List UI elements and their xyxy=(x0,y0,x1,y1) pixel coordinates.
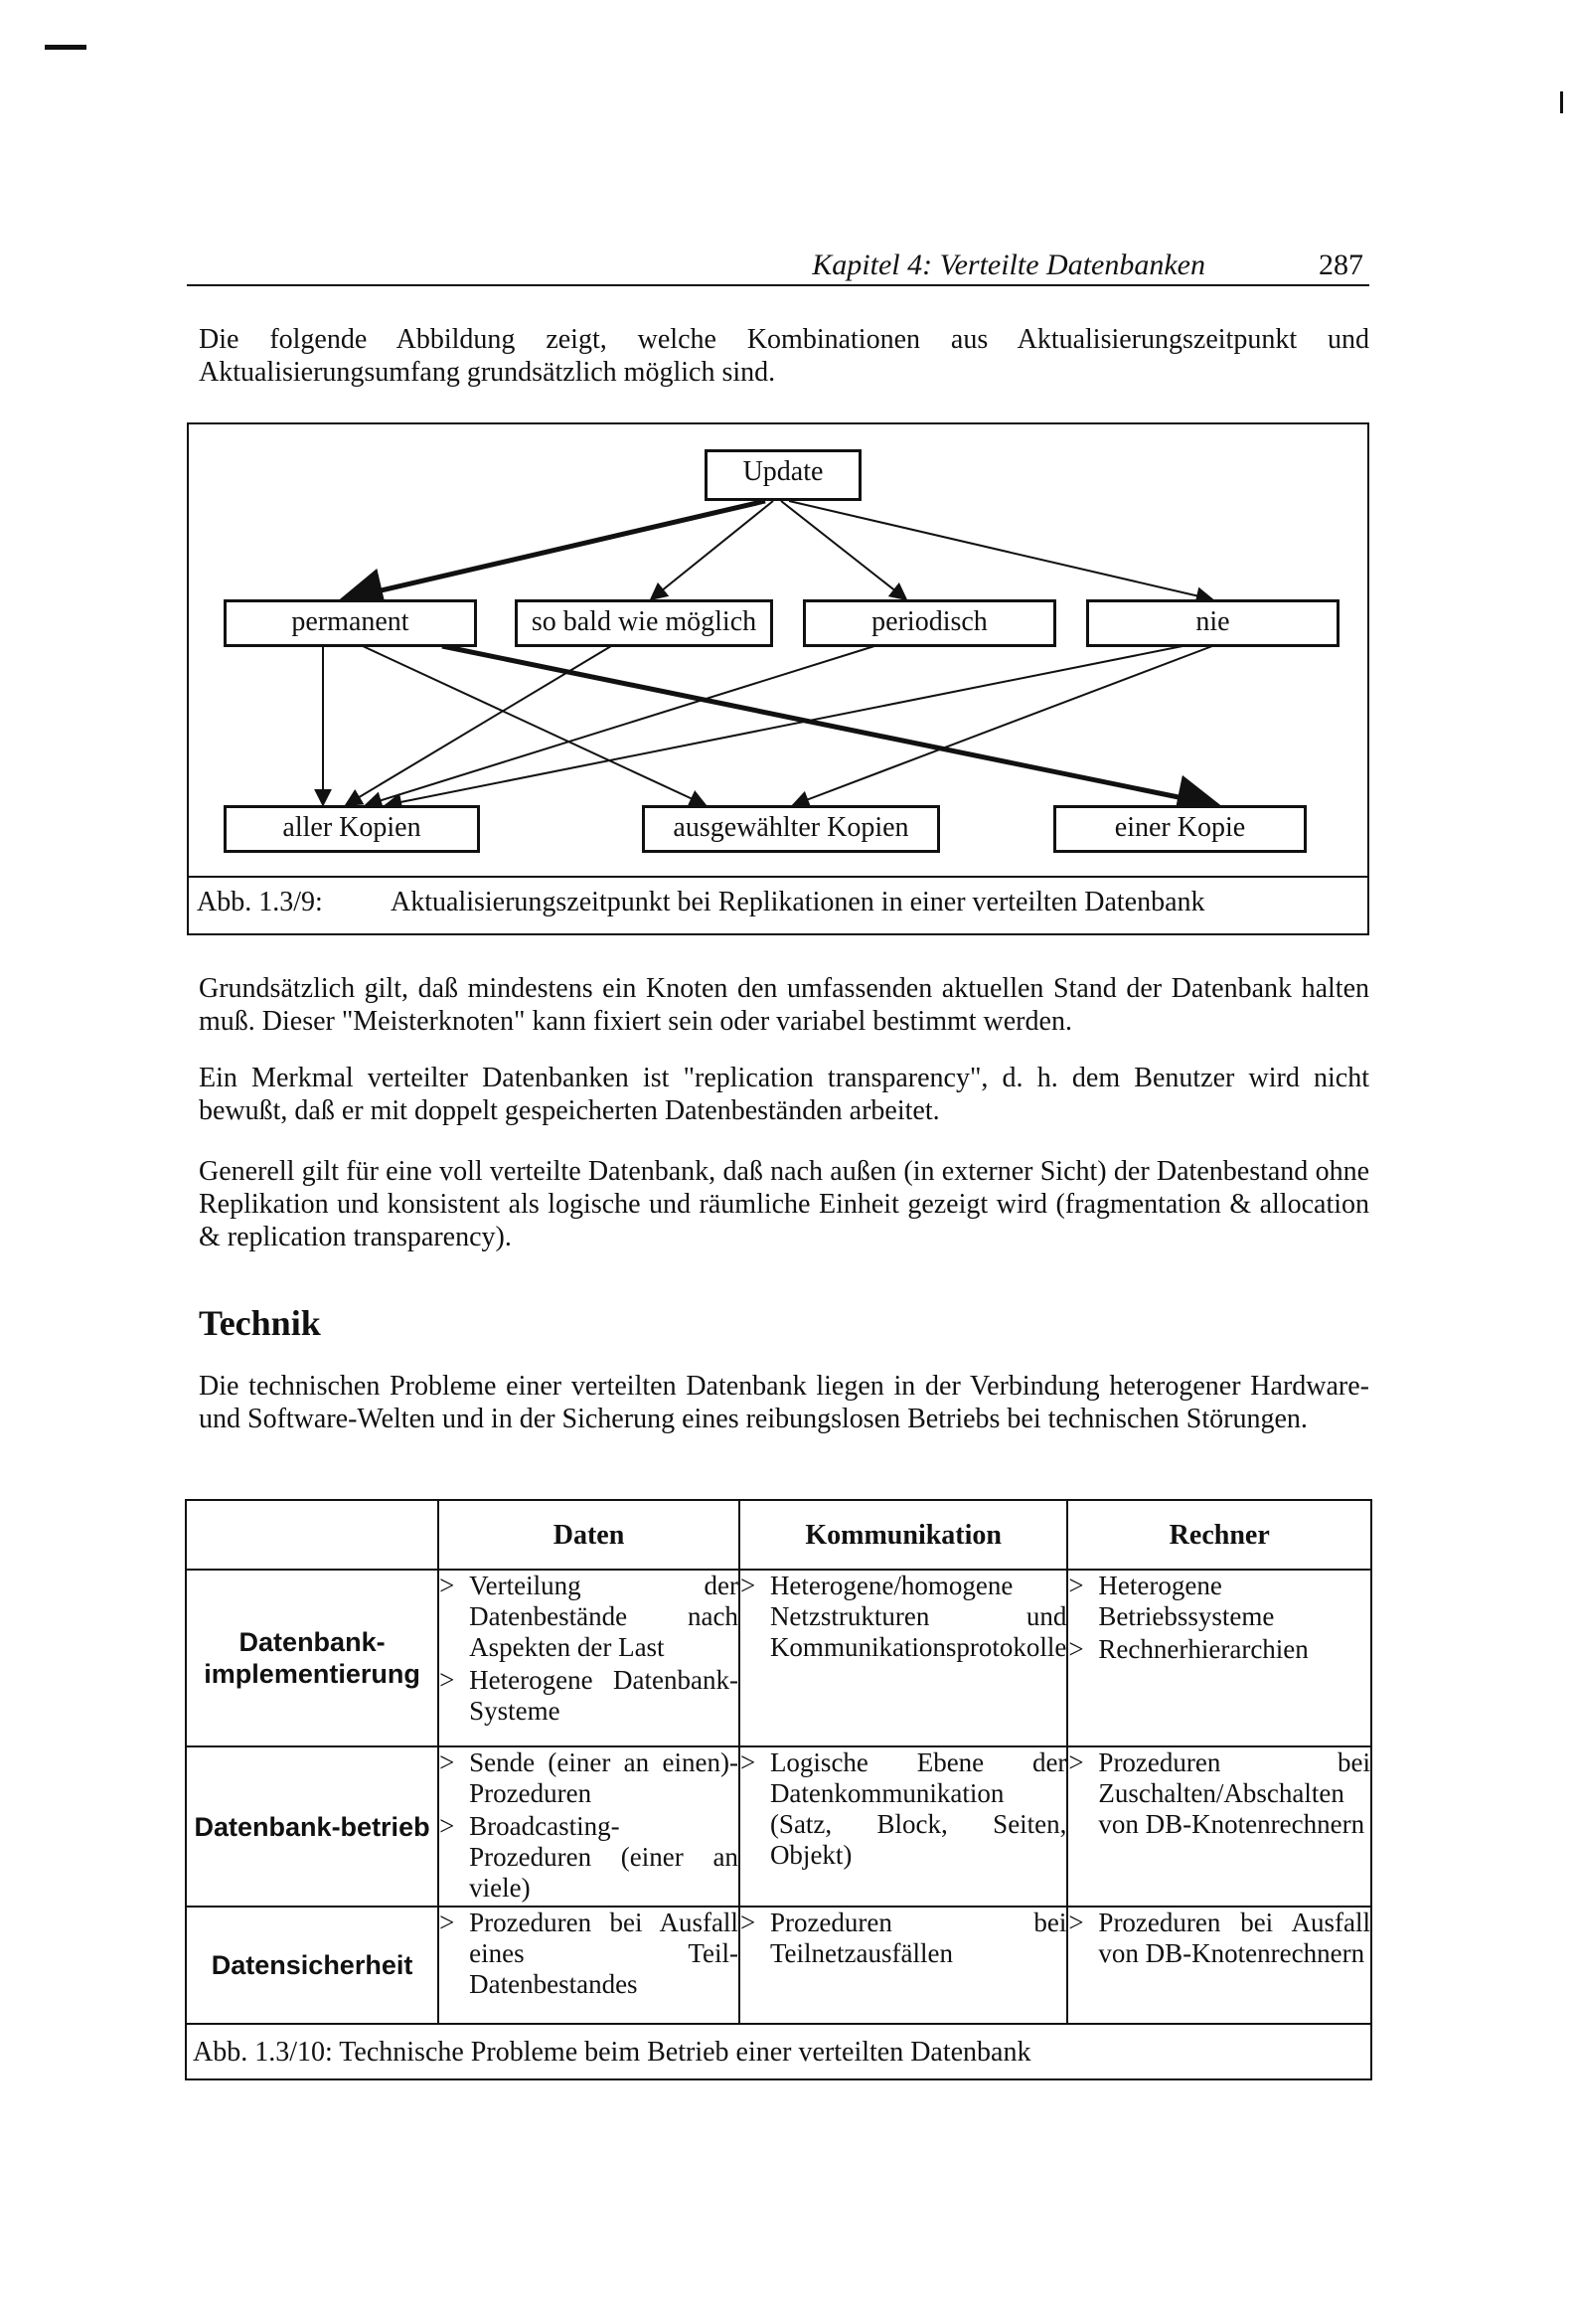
cell-item: Heterogene Datenbank-Systeme xyxy=(469,1665,738,1726)
row-header-datensicherheit: Datensicherheit xyxy=(186,1907,438,2024)
arrow-update-periodic xyxy=(781,501,906,599)
table-cell: > Prozeduren bei Ausfall eines Teil-Datenbestandes xyxy=(438,1907,739,2024)
table-cell: > Logische Ebene der Datenkommunikation (Satz, Block, Seiten, Objekt) xyxy=(739,1746,1067,1907)
figure-caption-label: Abb. 1.3/9: xyxy=(197,887,323,917)
figure-caption-text: Aktualisierungszeitpunkt bei Replikationen in einer verteilten Datenbank xyxy=(391,887,1205,917)
row-header-datenbank-betrieb: Datenbank-betrieb xyxy=(186,1746,438,1907)
cell-item: Verteilung der Datenbestände nach Aspekten der Last xyxy=(469,1571,738,1662)
arrow-permanent-selected xyxy=(363,646,706,805)
arrow-permanent-one xyxy=(442,646,1217,805)
node-ausgewaehlter-kopien: ausgewählter Kopien xyxy=(642,805,940,853)
table-row xyxy=(186,1570,1371,1746)
section-heading-technik: Technik xyxy=(199,1303,321,1343)
scan-artifact-mark xyxy=(1560,91,1563,113)
cell-item: Heterogene/homogene Netzstrukturen und Kommunikationsprotokolle xyxy=(769,1571,1067,1662)
node-permanent: permanent xyxy=(224,599,477,647)
table-cell: > Prozeduren bei Ausfall von DB-Knotenrechnern xyxy=(1067,1907,1371,2024)
table-cell: > Heterogene/homogene Netzstrukturen und Kommunikationsprotokolle xyxy=(739,1570,1067,1746)
node-periodisch: periodisch xyxy=(803,599,1056,647)
replication-figure xyxy=(187,422,1369,935)
node-einer-kopie: einer Kopie xyxy=(1053,805,1307,853)
node-update: Update xyxy=(705,449,862,501)
node-so-bald-wie-moeglich: so bald wie möglich xyxy=(515,599,773,647)
cell-item: Broadcasting-Prozeduren (einer an viele) xyxy=(469,1811,738,1903)
arrow-soon-all xyxy=(346,646,611,805)
cell-item: Heterogene Betriebssysteme xyxy=(1098,1571,1275,1631)
row-header-datenbank-implementierung: Datenbank-implementierung xyxy=(186,1570,438,1746)
node-nie: nie xyxy=(1086,599,1340,647)
arrow-periodic-all xyxy=(366,646,874,805)
cell-item: Prozeduren bei Zuschalten/Abschalten von DB-Knotenrechnern xyxy=(1098,1747,1370,1839)
technical-problems-table xyxy=(185,1499,1372,2080)
table-corner-cell xyxy=(186,1500,438,1570)
cell-item: Rechnerhierarchien xyxy=(1098,1634,1309,1664)
cell-item: Prozeduren bei Teilnetzausfällen xyxy=(769,1908,1067,1968)
table-header-row xyxy=(186,1500,1371,1570)
table-caption-row xyxy=(186,2024,1371,2079)
cell-item: Prozeduren bei Ausfall eines Teil-Datenbestandes xyxy=(469,1908,738,1999)
arrow-never-all xyxy=(386,646,1183,805)
table-cell: > Heterogene Betriebssysteme > Rechnerhierarchien xyxy=(1067,1570,1371,1746)
paragraph-voll-verteilt: Generell gilt für eine voll verteilte Datenbank, daß nach außen (in externer Sicht) der Datenbestand ohne Replikation und konsistent als logische und räumliche Einheit gezeigt wird (fragmentation & allocation & replication transparency). xyxy=(199,1156,1369,1252)
table-cell: > Prozeduren bei Zuschalten/Abschalten von DB-Knotenrechnern xyxy=(1067,1746,1371,1907)
arrow-never-selected xyxy=(793,646,1212,805)
node-aller-kopien: aller Kopien xyxy=(224,805,480,853)
cell-item: Logische Ebene der Datenkommunikation (Satz, Block, Seiten, Objekt) xyxy=(769,1747,1067,1870)
chapter-title: Kapitel 4: Verteilte Datenbanken xyxy=(812,249,1205,281)
cell-item: Prozeduren bei Ausfall von DB-Knotenrechnern xyxy=(1098,1908,1370,1968)
table-cell: > Verteilung der Datenbestände nach Aspekten der Last > Heterogene Datenbank-Systeme xyxy=(438,1570,739,1746)
column-header-rechner: Rechner xyxy=(1067,1500,1371,1570)
intro-paragraph: Die folgende Abbildung zeigt, welche Kombinationen aus Aktualisierungszeitpunkt und Aktualisierungsumfang grundsätzlich möglich sind. xyxy=(199,324,1369,388)
running-header xyxy=(187,247,1369,286)
arrow-update-permanent xyxy=(343,501,765,599)
column-header-kommunikation: Kommunikation xyxy=(739,1500,1067,1570)
table-cell: > Sende (einer an einen)-Prozeduren > Broadcasting-Prozeduren (einer an viele) xyxy=(438,1746,739,1907)
arrow-update-never xyxy=(789,501,1212,599)
scan-artifact-mark xyxy=(45,45,86,50)
figure-caption xyxy=(189,876,1367,933)
table-row xyxy=(186,1907,1371,2024)
column-header-daten: Daten xyxy=(438,1500,739,1570)
paragraph-technik: Die technischen Probleme einer verteilten Datenbank liegen in der Verbindung heterogener Hardware- und Software-Welten und in der Sicherung eines reibungslosen Betriebs bei technischen Störungen. xyxy=(199,1371,1369,1434)
paragraph-replication-transparency: Ein Merkmal verteilter Datenbanken ist "replication transparency", d. h. dem Benutzer wird nicht bewußt, daß er mit doppelt gespeicherten Datenbeständen arbeitet. xyxy=(199,1063,1369,1126)
table-row xyxy=(186,1746,1371,1907)
page-number: 287 xyxy=(1319,249,1363,281)
table-cell: > Prozeduren bei Teilnetzausfällen xyxy=(739,1907,1067,2024)
cell-item: Sende (einer an einen)-Prozeduren xyxy=(469,1747,738,1808)
table-caption: Abb. 1.3/10: Technische Probleme beim Betrieb einer verteilten Datenbank xyxy=(186,2024,1371,2079)
paragraph-meisterknoten: Grundsätzlich gilt, daß mindestens ein Knoten den umfassenden aktuellen Stand der Datenbank halten muß. Dieser "Meisterknoten" kann fixiert sein oder variabel bestimmt werden. xyxy=(199,973,1369,1037)
